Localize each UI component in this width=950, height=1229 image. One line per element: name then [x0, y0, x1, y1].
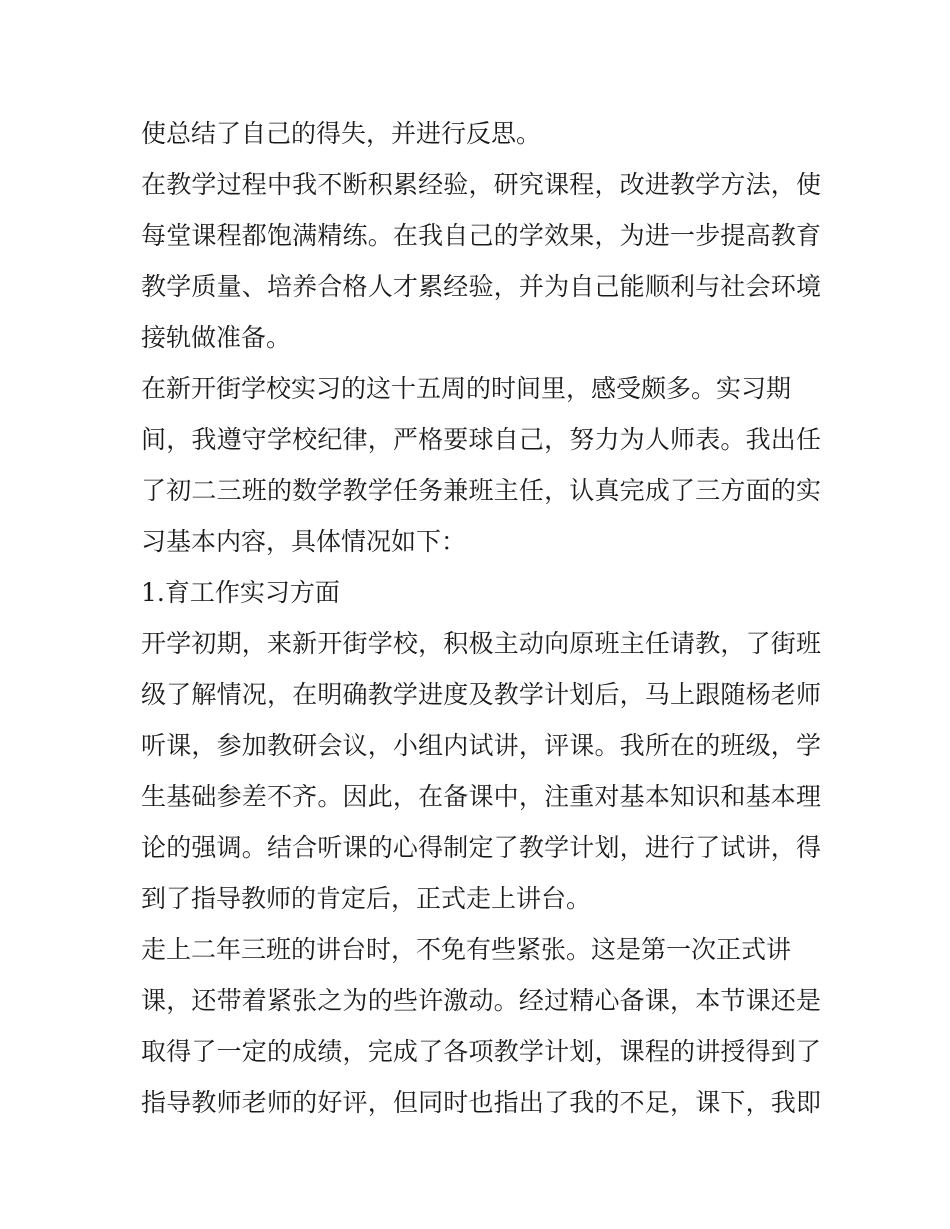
text-line: 了初二三班的数学教学任务兼班主任，认真完成了三方面的实 — [141, 476, 821, 505]
text-line: 走上二年三班的讲台时，不免有些紧张。这是第一次正式讲 — [141, 935, 792, 964]
text-line: 论的强调。结合听课的心得制定了教学计划，进行了试讲，得 — [141, 833, 821, 862]
text-line: 指导教师老师的好评，但同时也指出了我的不足，课下，我即 — [141, 1088, 821, 1117]
text-line: 在教学过程中我不断积累经验，研究课程，改进教学方法，使 — [141, 170, 821, 199]
text-line: 取得了一定的成绩，完成了各项教学计划，课程的讲授得到了 — [141, 1037, 821, 1066]
text-line: 开学初期，来新开街学校，积极主动向原班主任请教，了街班 — [141, 629, 821, 658]
text-line: 1.育工作实习方面 — [141, 578, 340, 607]
text-line: 接轨做准备。 — [141, 323, 292, 352]
text-line: 级了解情况，在明确教学进度及教学计划后，马上跟随杨老师 — [141, 680, 821, 709]
body-text — [141, 108, 821, 1128]
text-line: 使总结了自己的得失，并进行反思。 — [141, 119, 542, 148]
text-line: 课，还带着紧张之为的些许激动。经过精心备课，本节课还是 — [141, 986, 821, 1015]
text-line: 生基础参差不齐。因此，在备课中，注重对基本知识和基本理 — [141, 782, 821, 811]
text-line: 教学质量、培养合格人才累经验，并为自己能顺利与社会环境 — [141, 272, 821, 301]
text-line: 听课，参加教研会议，小组内试讲，评课。我所在的班级，学 — [141, 731, 821, 760]
text-line: 间，我遵守学校纪律，严格要球自己，努力为人师表。我出任 — [141, 425, 821, 454]
text-line: 习基本内容，具体情况如下： — [141, 527, 467, 556]
text-line: 在新开街学校实习的这十五周的时间里，感受颇多。实习期 — [141, 374, 792, 403]
text-line: 到了指导教师的肯定后，正式走上讲台。 — [141, 884, 592, 913]
text-line: 每堂课程都饱满精练。在我自己的学效果，为进一步提高教育 — [141, 221, 821, 250]
